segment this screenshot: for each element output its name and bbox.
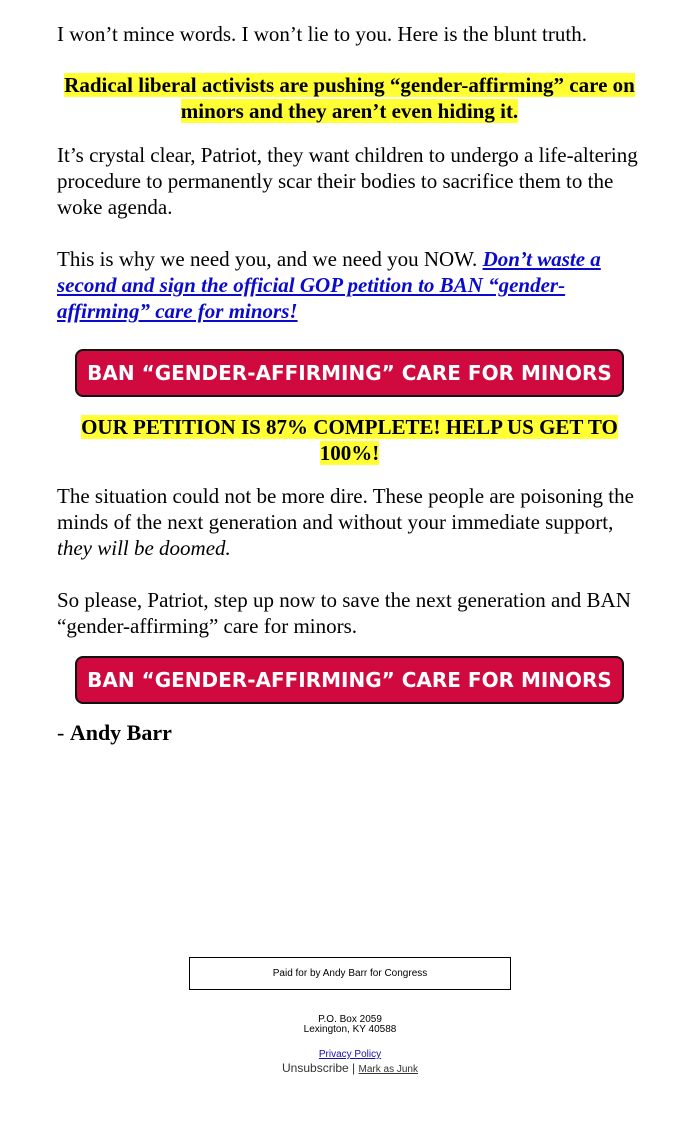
paid-for-disclaimer: Paid for by Andy Barr for Congress: [189, 957, 511, 990]
footer-links: [0, 1049, 700, 1077]
mailing-address: [0, 1015, 700, 1035]
paragraph-3-lead: The situation could not be more dire. These people are poisoning the minds of the next generation and without your immediate support,: [57, 484, 634, 534]
paragraph-3-italic: they will be doomed.: [57, 536, 231, 560]
petition-progress-headline: [57, 414, 642, 466]
address-line-1: P.O. Box 2059: [318, 1014, 382, 1025]
unsubscribe-link[interactable]: Unsubscribe: [282, 1061, 349, 1075]
cta-wrapper-2: [57, 656, 642, 704]
signature-dash: -: [57, 720, 70, 745]
paragraph-4: So please, Patriot, step up now to save the next generation and BAN “gender-affirming” care for minors.: [57, 588, 631, 638]
unsubscribe-line: [0, 1061, 700, 1077]
petition-link[interactable]: Don’t waste a second and sign the official GOP petition to BAN “gender-affirming” care for minors!: [57, 247, 601, 323]
ban-care-button-2[interactable]: BAN “GENDER-AFFIRMING” CARE FOR MINORS: [75, 656, 624, 704]
intro-text: I won’t mince words. I won’t lie to you. Here is the blunt truth.: [57, 22, 587, 46]
petition-progress-text: OUR PETITION IS 87% COMPLETE! HELP US GET TO 100%!: [81, 415, 618, 465]
paragraph-1: It’s crystal clear, Patriot, they want children to undergo a life-altering procedure to permanently scar their bodies to sacrifice them to the woke agenda.: [57, 143, 638, 219]
address-line-2: Lexington, KY 40588: [303, 1024, 397, 1035]
paragraph-2: [57, 246, 642, 324]
ban-care-button-1[interactable]: BAN “GENDER-AFFIRMING” CARE FOR MINORS: [75, 349, 624, 397]
highlight-headline-text: Radical liberal activists are pushing “gender-affirming” care on minors and they aren’t even hiding it.: [64, 73, 635, 123]
highlight-headline: [57, 72, 642, 124]
signature-name: Andy Barr: [69, 720, 172, 745]
privacy-policy-link[interactable]: Privacy Policy: [318, 1049, 382, 1060]
signature: [57, 720, 642, 746]
paragraph-3: [57, 483, 642, 561]
email-body: [57, 21, 642, 746]
footer-separator: |: [348, 1061, 359, 1075]
paragraph-2-lead: This is why we need you, and we need you NOW.: [57, 247, 483, 271]
cta-wrapper-1: [57, 349, 642, 397]
mark-as-junk-link[interactable]: Mark as Junk: [358, 1064, 418, 1075]
